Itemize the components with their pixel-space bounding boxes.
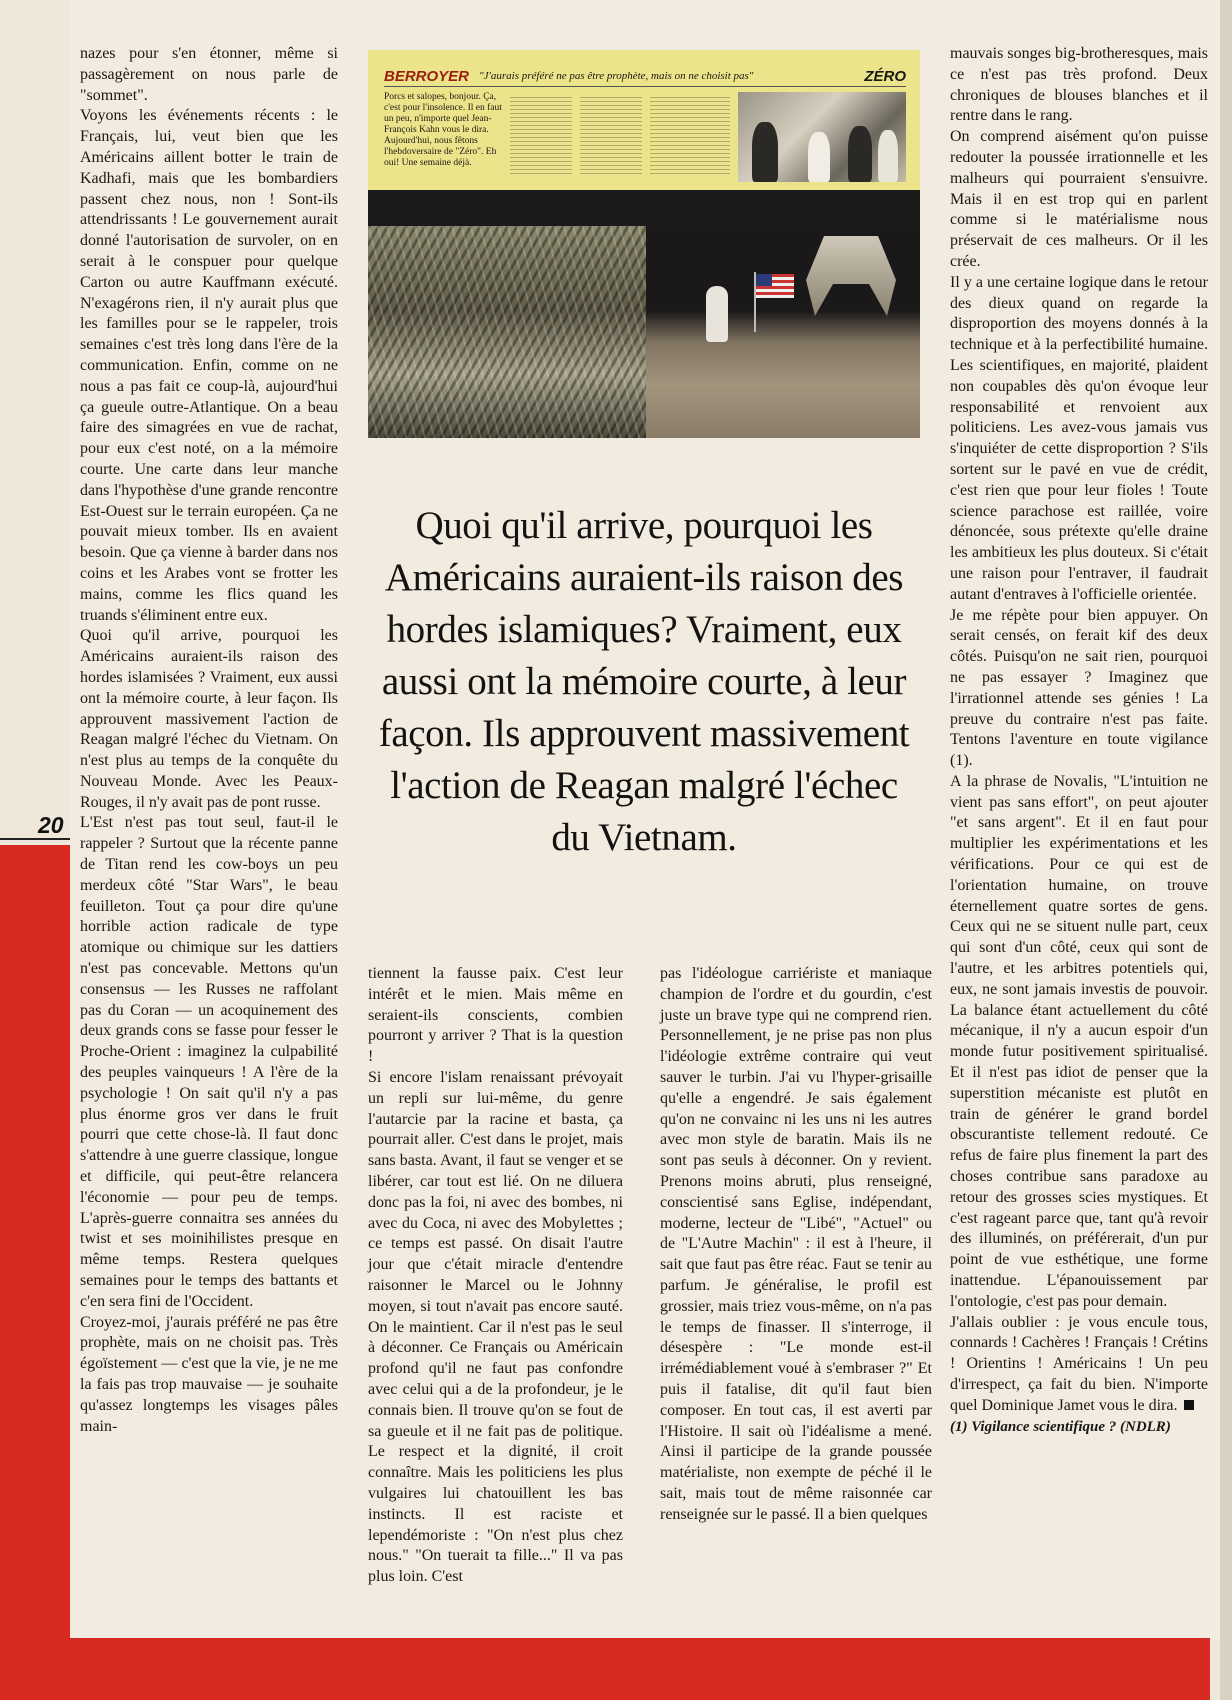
photo-figure	[878, 130, 898, 182]
red-bottom-strip	[0, 1638, 1210, 1700]
paragraph: mauvais songes big-brotheresques, mais ce n'est pas très profond. Deux chroniques de blouses blanches et il rentre dans le rang.	[950, 45, 1208, 125]
photo-figure	[808, 132, 830, 182]
spread-intro	[384, 92, 502, 169]
spread-text-column	[580, 94, 642, 176]
us-flag	[756, 274, 794, 298]
spread-author: BERROYER	[384, 68, 470, 85]
spread-quote: "J'aurais préféré ne pas être prophète, mais on ne choisit pas"	[479, 70, 754, 82]
paragraph: Croyez-moi, j'aurais préféré ne pas être prophète, mais on ne choisit pas. Très égoïstement — c'est que la vie, je ne me la fais pas trop mauvaise — je souhaite qu'assez longtemps les visages pâles main-	[80, 1313, 338, 1435]
spread-text-column	[510, 94, 572, 176]
closing-text: J'allais oublier : je vous encule tous, connards ! Cachères ! Français ! Crétins ! Orientins ! Américains ! Un peu d'irrespect, ça fait du bien. N'importe quel Dominique Jamet vous le dira.	[950, 1313, 1208, 1414]
paragraph: pas l'idéologue carriériste et maniaque champion de l'ordre et du gourdin, c'est juste un brave type qui ne comprend rien. Personnellement, je ne prise pas non plus l'idéologie extrême contraire qui veut sauver le turbin. J'ai vu l'hyper-grisaille qu'elle a engendré. Je sais également qu'on ne convainc ni les uns ni les autres avec mon style de baratin. Mais ils ne sont pas seuls à déconner. On y revient. Prenons moins abruti, plus renseigné, conscientisé sans Eglise, indépendant, moderne, lecteur de "Libé", "Actuel" ou de "L'Autre Machin" : il est à l'heure, il sait que faut pas être réac. Faut se tenir au parfum. Je généralise, le profil est grossier, mais triez vous-même, on n'a pas le temps de finasser. Il s'interroge, il désespère : "Le monde est-il irrémédiablement voué à s'embraser ?" Et puis il fatalise, dit qu'il faut bien composer. En tout cas, il est averti par l'Histoire. Il sait où l'idéalisme a mené. Ainsi il participe de la grande poussée matérialiste, non exempte de péché il le sait, mais tout de même raisonnée car renseignée sur le passé. Il a bien quelques	[660, 965, 932, 1523]
paragraph: Si encore l'islam renaissant prévoyait un repli sur lui-même, du genre l'autarcie par la racine et basta, ça pourrait aller. C'est dans le projet, mais sans basta. Avant, il faut se venger et se libérer, car tout est lié. On ne diluera donc pas la foi, ni avec des bombes, ni avec du Coca, ni avec des Mobylettes ; ce temps est passé. On disait l'autre jour que c'était miracle d'entendre raisonner le Marcel ou le Johnny moyen, si tout n'avait pas encore sauté. On le maintient. Car il n'est pas le seul à déconner. Ce Français ou Américain profond qu'il ne faut pas confondre avec celui qui a de la profondeur, je le connais bien. Il trouve qu'on se fout de sa gueule et il ne fait pas de politique. Le respect et la dignité, il croit connaître. Mais les politiciens les plus vulgaires lui chatouillent les bas instincts. Il est raciste et lependémoriste : "On n'est plus chez nous." "On tuerait ta fille..." Il va pas plus loin. C'est	[368, 1068, 623, 1586]
page-number-rule	[0, 838, 70, 840]
spread-yellow-page	[368, 50, 920, 190]
paragraph: Il y a une certaine logique dans le retour des dieux quand on regarde la disproportion des moyens donnés à la technique et à la perfectibilité humaine. Les scientifiques, en majorité, plaident non coupables dès qu'on évoque leur responsabilité et renvoient aux politiciens. Les avez-vous jamais vus s'inquiéter de cette disproportion ? S'ils sortent sur le pavé en vue de crédit, c'est rien que pour leur fioles ! Toute science parachose est raillée, voire dénoncée, sous prétexte qu'elle draine les ambitieux les plus douteux. Si c'était une raison pour l'entraver, il faudrait autant d'entraves à l'officielle orientée.	[950, 273, 1208, 603]
spread-text-column	[650, 94, 730, 176]
article-column-2	[368, 964, 623, 1588]
page-edge	[1220, 0, 1232, 1700]
moon-landing-photo	[646, 226, 920, 438]
article-column-4	[950, 44, 1208, 1437]
paragraph: A la phrase de Novalis, "L'intuition ne vient pas sans effort", on peut ajouter "et sans argent". Et il en faut pour multiplier les expérimentations et les vérifications. Pour ce qui est de l'orientation humaine, on trouve éternellement quatre sortes de gens. Ceux qui ne se situent nulle part, ceux qui sont d'un côté, ceux qui sont de l'autre, et les arbitres potentiels qui, eux, ne sont jamais investis de pouvoir. La balance étant actuellement du côté mécanique, il n'y a aucun espoir d'un monde futur positivement spiritualisé. Et il n'est pas idiot de penser que la superstition mécaniste est plutôt en train de générer le grand bordel obscurantiste tellement redouté. Ce refus de faire plus finement la part des choses contribue sans paradoxe au retour des grosses scies mystiques. Et c'est rageant parce que, tant qu'à revoir des illuminés, on préférerait, d'un pur point de vue esthétique, une forme inattendue. L'épanouissement par l'ontologie, c'est pas pour demain.	[950, 772, 1208, 1310]
red-margin-strip	[0, 845, 70, 1700]
spread-intro-text: Porcs et salopes, bonjour. Ça, c'est pour l'insolence. Il en faut un peu, n'importe quel Jean-François Kahn vous le dira. Aujourd'hui, nous fêtons l'hebdoversaire de "Zéro". Eh oui! Une semaine déjà.	[384, 92, 502, 168]
page-number: 20	[38, 812, 64, 838]
paragraph: Quoi qu'il arrive, pourquoi les Américains auraient-ils raison des hordes islamisées ? Vraiment, eux aussi ont la mémoire courte, à leur façon. Ils approuvent massivement l'action de Reagan malgré l'échec du Vietnam. On n'est plus au temps de la conquête du Nouveau Monde. Avec les Peaux-Rouges, il n'y avait pas de pont russe.	[80, 627, 338, 811]
spread-section: ZÉRO	[864, 68, 906, 85]
paragraph: Je me répète pour bien appuyer. On serait censés, on ferait kif des deux côtés. Puisqu'on ne sait rien, pourquoi ne pas essayer ? Imaginez que l'irrationnel attende ses génies ! La preuve du contraire n'est pas faite. Tentons l'aventure en toute vigilance (1).	[950, 606, 1208, 770]
astronaut	[706, 286, 728, 342]
spread-header	[384, 66, 906, 87]
spread-dark-band	[368, 190, 920, 226]
article-column-3	[660, 964, 932, 1526]
paragraph: nazes pour s'en étonner, même si passagèrement on nous parle de "sommet".	[80, 45, 338, 104]
paragraph: L'Est n'est pas tout seul, faut-il le rappeler ? Surtout que la récente panne de Titan rend les cow-boys un peu merdeux côté "Star Wars", le beau feuilleton. Tout ça pour dire qu'une horrible action radicale de type atomique ou chimique sur les dattiers n'est pas concevable. Mettons qu'un consensus — les Russes ne raffolant pas du Coran — un acoquinement des deux grands cons se fasse pour fesser le Proche-Orient : imaginez la culpabilité des peuples vainqueurs ! A l'ère de la psychologie ! On sait qu'il n'y a pas plus énorme gros ver dans le fruit pourri que cette chose-là. Il faut donc s'attendre à une guerre classique, longue et difficile, qui peut-être relancera l'économie — pour peu de temps. L'après-guerre connaitra ses années du twist et ses moinihilistes presque en même temps. Restera quelques semaines pour le temps des battants et c'en sera fini de l'Occident.	[80, 814, 338, 1310]
photo-figure	[848, 126, 872, 182]
photo-figure	[752, 122, 778, 182]
closing-paragraph	[950, 1313, 1208, 1417]
reproduced-spread-image	[368, 50, 920, 438]
crowd-with-flags-photo	[368, 226, 646, 438]
article-column-1	[80, 44, 338, 1437]
lunar-module	[806, 236, 896, 316]
footnote: (1) Vigilance scientifique ? (NDLR)	[950, 1418, 1171, 1435]
spread-photo-group	[738, 92, 906, 182]
paragraph: On comprend aisément qu'on puisse redouter la poussée irrationnelle et les malheurs qui pourraient s'ensuivre. Mais il en est trop qui en parlent comme si le matérialisme nous préservait de ces malheurs. Or il les crée.	[950, 128, 1208, 270]
paragraph: Voyons les événements récents : le Français, lui, veut bien que les Américains aillent botter le train de Kadhafi, mais que les bombardiers passent chez nous, non ! Sont-ils attendrissants ! Le gouvernement aurait donné l'autorisation de survoler, on en serait à le conspuer pour quelque Carton ou autre Kauffmann exécuté. N'exagérons rien, il n'y aurait plus que les familles pour se le rappeler, trois semaines c'est très long dans l'ère de la communication. Enfin, comme on ne nous a pas fait ce coup-là, aujourd'hui ça gueule outre-Atlantique. On a beau faire des simagrées en vue de rachat, pour eux c'est noté, on a la mémoire courte. Une carte dans leur manche dans l'hypothèse d'une grande rencontre Est-Ouest sur le terrain européen. Ça ne pouvait mieux tomber. Ils en avaient besoin. Que ça vienne à barder dans nos coins et les Arabes vont se frotter les mains, comme les flics quand les truands s'éliminent entre eux.	[80, 107, 338, 624]
end-mark	[1184, 1400, 1194, 1410]
pull-quote: Quoi qu'il arrive, pourquoi les Américains auraient-ils raison des hordes islamiques? Vraiment, eux aussi ont la mémoire courte, à leur façon. Ils approuvent massivement l'action de Reagan malgré l'échec du Vietnam.	[378, 504, 910, 859]
paragraph: tiennent la fausse paix. C'est leur intérêt et le mien. Mais même en seraient-ils conscients, combien pourront y arriver ? That is la question !	[368, 965, 623, 1066]
